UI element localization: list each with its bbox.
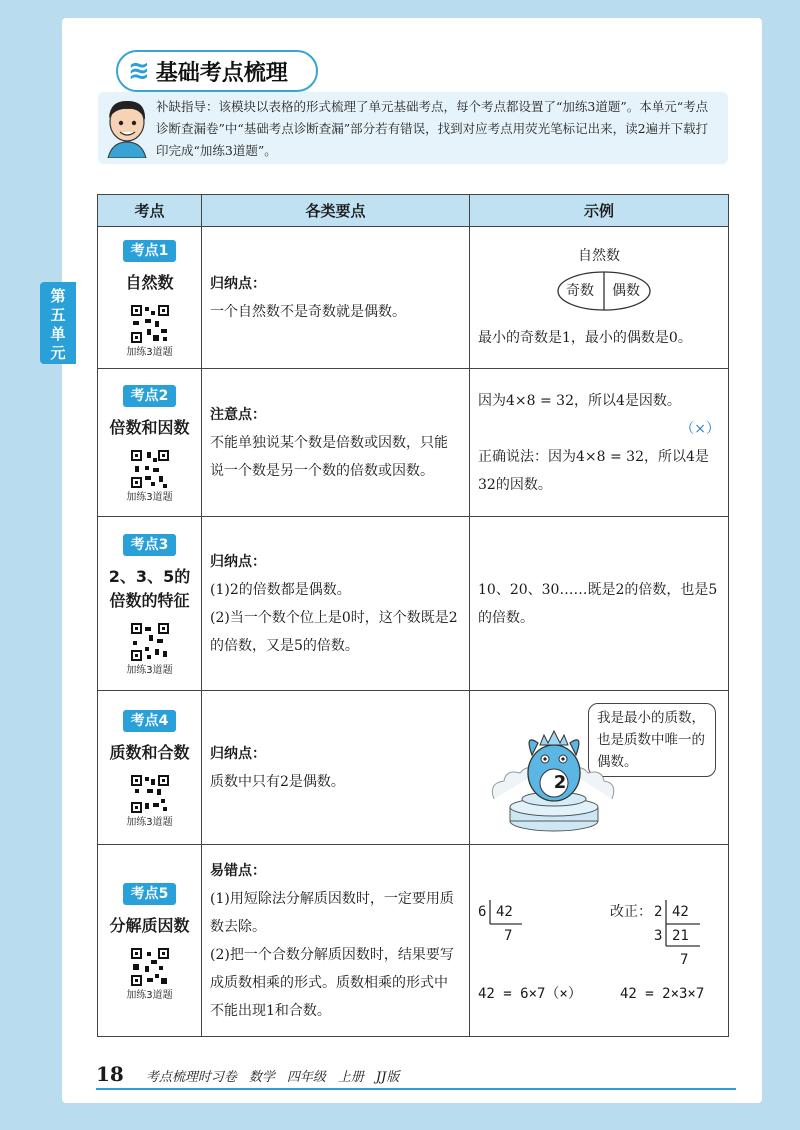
side-tab-char: 单: [50, 325, 66, 343]
point-cell: [98, 691, 202, 845]
example-cell: [470, 227, 729, 369]
fix-label: 改正：: [610, 903, 652, 920]
table-row: [98, 845, 729, 1037]
column-header-key: 各类要点: [202, 195, 470, 227]
point-text: (2)当一个数个位上是0时，这个数既是2的倍数，又是5的倍数。: [210, 609, 458, 654]
key-point-cell: [202, 691, 470, 845]
qr-code-icon[interactable]: [129, 946, 171, 988]
point-name: 倍数和因数: [109, 417, 190, 437]
point-cell: [98, 227, 202, 369]
even-label: 偶数: [612, 282, 640, 299]
qr-code-icon[interactable]: [129, 303, 171, 345]
wrong-quotient: 7: [504, 927, 513, 944]
speech-bubble: 我是最小的质数，也是质数中唯一的偶数。: [588, 703, 716, 777]
qr-caption: 加练3道题: [126, 816, 173, 828]
qr-caption: 加练3道题: [126, 989, 173, 1001]
point-text: 一个自然数不是奇数就是偶数。: [210, 303, 406, 320]
section-title-badge: [116, 50, 318, 92]
point-label: 考点2: [123, 385, 177, 407]
point-text: 质数中只有2是偶数。: [210, 773, 345, 790]
qr-caption: 加练3道题: [126, 491, 173, 503]
diagram-title: 自然数: [578, 247, 620, 264]
page-footer: [96, 1062, 399, 1086]
side-tab-char: 元: [50, 344, 66, 362]
wrong-divisor: 6: [478, 903, 487, 920]
point-heading: 易错点：: [210, 862, 266, 879]
right-equation: 42 = 2×3×7: [620, 985, 705, 1002]
fix-dividend-1: 42: [672, 903, 689, 920]
point-label: 考点5: [123, 883, 177, 905]
side-tab-char: 五: [50, 306, 66, 324]
side-tab-char: 第: [50, 287, 66, 305]
table-row: [98, 517, 729, 691]
footer-subject: 数学: [248, 1070, 275, 1085]
point-text: 不能单独说某个数是倍数或因数，只能说一个数是另一个数的倍数或因数。: [210, 434, 448, 479]
short-division-example: [470, 848, 728, 1034]
guide-text: 补缺指导：该模块以表格的形式梳理了单元基础考点，每个考点都设置了“加练3道题”。本单元“考点诊断查漏卷”中“基础考点诊断查漏”部分若有错误，找到对应考点用荧光笔标记出来，读2遍并下载打印完成“加练3道题”。: [156, 99, 709, 158]
footer-book: 考点梳理时习卷: [145, 1070, 237, 1085]
footer-divider: [96, 1088, 736, 1090]
example-cell: [470, 845, 729, 1037]
qr-caption: 加练3道题: [126, 346, 173, 358]
example-cell: [470, 517, 729, 691]
example-cell: [470, 369, 729, 517]
table-row: [98, 691, 729, 845]
footer-volume: 上册: [337, 1070, 364, 1085]
boy-avatar-icon: [98, 96, 156, 158]
wrong-mark: （×）: [680, 420, 720, 437]
qr-code-icon[interactable]: [129, 448, 171, 490]
example-text: 最小的奇数是1，最小的偶数是0。: [478, 329, 692, 346]
qr-caption: 加练3道题: [126, 664, 173, 676]
key-point-cell: [202, 369, 470, 517]
point-heading: 归纳点：: [210, 275, 266, 292]
point-heading: 注意点：: [210, 406, 266, 423]
point-heading: 归纳点：: [210, 553, 266, 570]
wrong-dividend: 42: [496, 903, 513, 920]
point-heading: 归纳点：: [210, 745, 266, 762]
prime-two-illustration: [470, 693, 728, 843]
point-label: 考点1: [123, 240, 177, 262]
wrong-equation: 42 = 6×7（×）: [478, 985, 582, 1002]
mascot-number: 2: [553, 771, 567, 793]
fix-divisor-2: 3: [654, 927, 663, 944]
table-row: [98, 227, 729, 369]
section-title: 基础考点梳理: [155, 60, 288, 86]
point-cell: [98, 369, 202, 517]
point-cell: [98, 517, 202, 691]
qr-code-icon[interactable]: [129, 773, 171, 815]
fix-dividend-2: 21: [672, 927, 689, 944]
example-correction: 正确说法：因为4×8 = 32，所以4是32的因数。: [478, 448, 709, 493]
column-header-example: 示例: [470, 195, 729, 227]
point-name: 质数和合数: [109, 742, 190, 762]
point-cell: [98, 845, 202, 1037]
point-text: (2)把一个合数分解质因数时，结果要写成质数相乘的形式。质数相乘的形式中不能出现1和合数。: [210, 946, 454, 1019]
key-point-cell: [202, 227, 470, 369]
point-label: 考点4: [123, 710, 177, 732]
fix-quotient: 7: [680, 951, 689, 968]
example-text: 10、20、30……既是2的倍数，也是5的倍数。: [478, 581, 718, 626]
page-number: 18: [96, 1062, 124, 1086]
footer-grade: 四年级: [286, 1070, 326, 1085]
qr-code-icon[interactable]: [129, 621, 171, 663]
footer-edition: JJ版: [375, 1070, 400, 1085]
key-point-cell: [202, 845, 470, 1037]
point-name: 分解质因数: [109, 915, 190, 935]
key-point-cell: [202, 517, 470, 691]
column-header-point: 考点: [98, 195, 202, 227]
unit-side-tab[interactable]: [40, 282, 76, 364]
odd-label: 奇数: [566, 282, 594, 299]
table-row: [98, 369, 729, 517]
waves-icon: ≋: [128, 56, 150, 86]
fix-divisor-1: 2: [654, 903, 663, 920]
point-text: (1)用短除法分解质因数时，一定要用质数去除。: [210, 890, 454, 935]
point-text: (1)2的倍数都是偶数。: [210, 581, 351, 598]
example-cell: [470, 691, 729, 845]
example-line: 因为4×8 = 32，所以4是因数。: [478, 392, 681, 409]
point-label: 考点3: [123, 534, 177, 556]
point-name: 自然数: [125, 272, 174, 292]
natural-number-diagram: [478, 238, 720, 358]
knowledge-table: [97, 194, 729, 1037]
point-name: 2、3、5的倍数的特征: [108, 566, 191, 610]
